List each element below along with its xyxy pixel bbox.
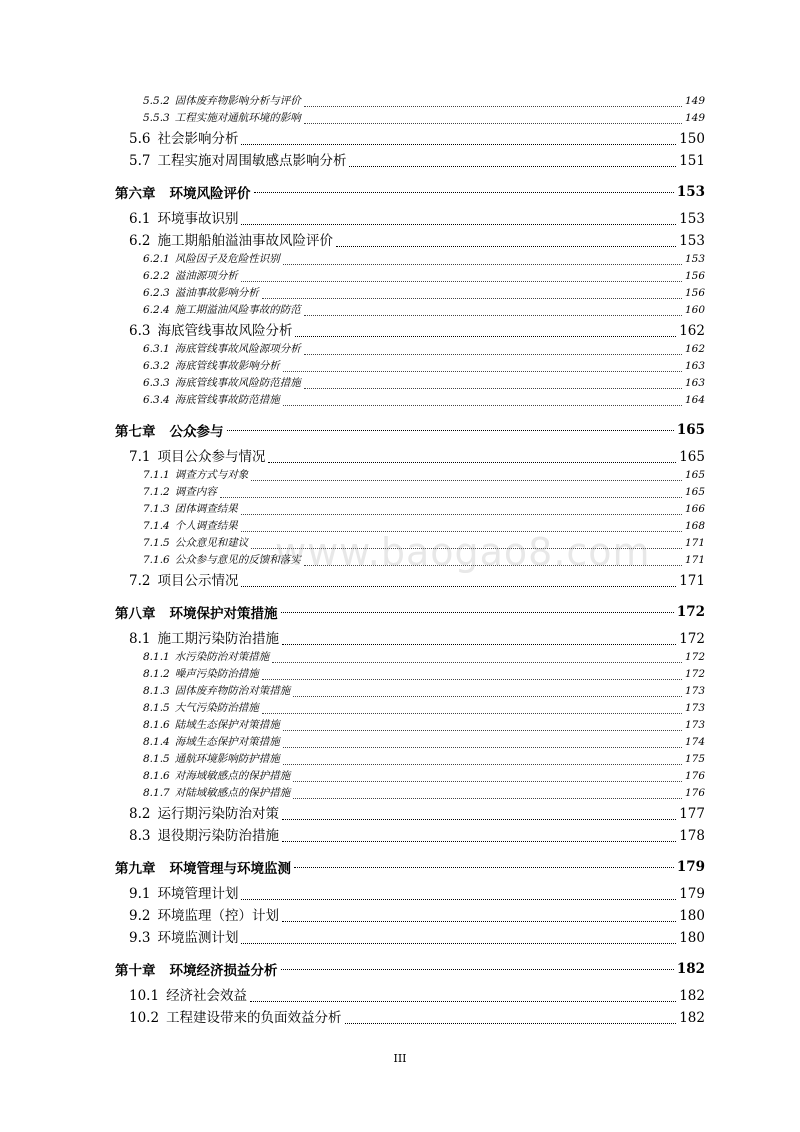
- toc-section-entry[interactable]: [115, 569, 705, 591]
- toc-entry-number: 8.1.4: [143, 736, 170, 748]
- dot-leader: [282, 921, 676, 922]
- toc-entry-page: 178: [679, 828, 705, 844]
- dot-leader: [293, 696, 682, 697]
- toc-entry-title: 项目公示情况: [157, 573, 239, 589]
- dot-leader: [283, 405, 682, 406]
- toc-section-entry[interactable]: [115, 627, 705, 649]
- toc-entry-number: 6.2.4: [143, 304, 170, 316]
- toc-entry-number: 8.1.7: [143, 787, 170, 799]
- toc-entry-page: 153: [679, 233, 705, 249]
- toc-entry-page: 165: [684, 469, 705, 481]
- toc-subsection-entry[interactable]: [115, 683, 705, 700]
- toc-entry-number: 7.1.6: [143, 554, 170, 566]
- toc-entry-title: 环境监理（控）计划: [157, 908, 279, 924]
- dot-leader: [241, 514, 682, 515]
- toc-entry-title: 固体废弃物防治对策措施: [174, 685, 291, 697]
- toc-entry-page: 163: [684, 360, 705, 372]
- toc-entry-number: 8.3: [129, 828, 151, 844]
- toc-subsection-entry[interactable]: [115, 358, 705, 375]
- toc-subsection-entry[interactable]: [115, 649, 705, 666]
- toc-entry-page: 163: [684, 377, 705, 389]
- toc-subsection-entry[interactable]: [115, 341, 705, 358]
- toc-entry-page: 176: [684, 787, 705, 799]
- toc-subsection-entry[interactable]: [115, 700, 705, 717]
- toc-entry-number: 7.2: [129, 573, 151, 589]
- toc-section-entry[interactable]: [115, 207, 705, 229]
- toc-entry-number: 8.1.6: [143, 719, 170, 731]
- toc-entry-number: 第八章: [115, 606, 156, 622]
- toc-entry-title: 海底管线事故风险分析: [157, 323, 293, 339]
- toc-entry-page: 173: [684, 719, 705, 731]
- toc-entry-number: 7.1.1: [143, 469, 170, 481]
- toc-subsection-entry[interactable]: [115, 751, 705, 768]
- toc-entry-page: 149: [684, 95, 705, 107]
- toc-entry-page: 153: [679, 211, 705, 227]
- toc-chapter-entry[interactable]: [115, 415, 705, 445]
- toc-entry-number: 6.3.3: [143, 377, 170, 389]
- dot-leader: [282, 644, 676, 645]
- toc-entry-title: 工程建设带来的负面效益分析: [166, 1010, 342, 1026]
- toc-entry-number: 6.3: [129, 323, 151, 339]
- toc-entry-number: 7.1.5: [143, 537, 170, 549]
- toc-entry-page: 165: [676, 422, 705, 438]
- toc-entry-number: 9.1: [129, 886, 151, 902]
- toc-entry-title: 环境风险评价: [169, 186, 251, 202]
- dot-leader: [304, 388, 682, 389]
- toc-entry-number: 8.1.1: [143, 651, 170, 663]
- dot-leader: [304, 123, 682, 124]
- dot-leader: [262, 298, 682, 299]
- toc-subsection-entry[interactable]: [115, 535, 705, 552]
- toc-entry-title: 社会影响分析: [157, 131, 239, 147]
- toc-entry-number: 6.2.3: [143, 287, 170, 299]
- toc-entry-title: 公众参与: [169, 424, 224, 440]
- toc-entry-title: 调查内容: [174, 486, 217, 498]
- toc-entry-page: 182: [679, 1010, 705, 1026]
- toc-entry-number: 6.3.4: [143, 394, 170, 406]
- toc-section-entry[interactable]: [115, 445, 705, 467]
- toc-entry-page: 172: [684, 651, 705, 663]
- toc-section-entry[interactable]: [115, 319, 705, 341]
- toc-entry-number: 8.1.6: [143, 770, 170, 782]
- toc-entry-number: 8.2: [129, 806, 151, 822]
- toc-subsection-entry[interactable]: [115, 734, 705, 751]
- toc-entry-number: 7.1.4: [143, 520, 170, 532]
- toc-entry-page: 166: [684, 503, 705, 515]
- toc-subsection-entry[interactable]: [115, 392, 705, 409]
- toc-entry-page: 165: [684, 486, 705, 498]
- toc-entry-page: 182: [676, 961, 705, 977]
- toc-subsection-entry[interactable]: [115, 785, 705, 802]
- toc-entry-number: 7.1.2: [143, 486, 170, 498]
- toc-entry-page: 153: [676, 184, 705, 200]
- toc-entry-title: 溢油事故影响分析: [174, 287, 259, 299]
- toc-entry-title: 环境经济损益分析: [169, 963, 278, 979]
- toc-entry-title: 对海域敏感点的保护措施: [174, 770, 291, 782]
- toc-entry-number: 6.2.1: [143, 253, 170, 265]
- toc-entry-title: 对陆域敏感点的保护措施: [174, 787, 291, 799]
- toc-entry-page: 171: [679, 573, 705, 589]
- toc-section-entry[interactable]: [115, 824, 705, 846]
- page-number: III: [393, 1052, 407, 1065]
- toc-entry-page: 179: [676, 859, 705, 875]
- toc-entry-page: 172: [684, 668, 705, 680]
- toc-entry-page: 172: [679, 631, 705, 647]
- toc-chapter-entry[interactable]: [115, 177, 705, 207]
- toc-section-entry[interactable]: [115, 984, 705, 1006]
- toc-entry-page: 160: [684, 304, 705, 316]
- toc-entry-page: 182: [679, 988, 705, 1004]
- toc-section-entry[interactable]: [115, 149, 705, 171]
- toc-entry-title: 海域生态保护对策措施: [174, 736, 280, 748]
- toc-subsection-entry[interactable]: [115, 302, 705, 319]
- toc-entry-title: 团体调查结果: [174, 503, 238, 515]
- toc-entry-page: 179: [679, 886, 705, 902]
- toc-entry-title: 经济社会效益: [166, 988, 248, 1004]
- dot-leader: [241, 943, 676, 944]
- toc-section-entry[interactable]: [115, 882, 705, 904]
- toc-entry-title: 个人调查结果: [174, 520, 238, 532]
- toc-entry-number: 6.3.1: [143, 343, 170, 355]
- toc-entry-number: 8.1.2: [143, 668, 170, 680]
- toc-entry-title: 环境事故识别: [157, 211, 239, 227]
- dot-leader: [283, 264, 682, 265]
- toc-subsection-entry[interactable]: [115, 467, 705, 484]
- toc-entry-title: 环境管理计划: [157, 886, 239, 902]
- toc-entry-number: 第六章: [115, 186, 156, 202]
- toc-subsection-entry[interactable]: [115, 375, 705, 392]
- toc-entry-page: 172: [676, 604, 705, 620]
- toc-entry-page: 165: [679, 449, 705, 465]
- toc-entry-number: 9.2: [129, 908, 151, 924]
- toc-subsection-entry[interactable]: [115, 666, 705, 683]
- toc-entry-number: 5.5.3: [143, 112, 170, 124]
- dot-leader: [349, 166, 676, 167]
- toc-entry-page: 175: [684, 753, 705, 765]
- toc-entry-page: 156: [684, 270, 705, 282]
- toc-entry-number: 6.2.2: [143, 270, 170, 282]
- toc-entry-page: 162: [679, 323, 705, 339]
- toc-subsection-entry[interactable]: [115, 93, 705, 110]
- toc-subsection-entry[interactable]: [115, 501, 705, 518]
- dot-leader: [282, 819, 676, 820]
- toc-subsection-entry[interactable]: [115, 268, 705, 285]
- toc-entry-number: 7.1.3: [143, 503, 170, 515]
- dot-leader: [241, 899, 676, 900]
- dot-leader: [251, 548, 682, 549]
- toc-entry-title: 工程实施对通航环境的影响: [174, 112, 301, 124]
- toc-entry-number: 6.1: [129, 211, 151, 227]
- toc-entry-number: 8.1.5: [143, 753, 170, 765]
- toc-entry-title: 环境保护对策措施: [169, 606, 278, 622]
- toc-entry-page: 173: [684, 685, 705, 697]
- dot-leader: [281, 612, 674, 613]
- toc-entry-page: 151: [679, 153, 705, 169]
- toc-entry-number: 8.1: [129, 631, 151, 647]
- toc-subsection-entry[interactable]: [115, 285, 705, 302]
- toc-subsection-entry[interactable]: [115, 251, 705, 268]
- dot-leader: [345, 1023, 677, 1024]
- toc-entry-number: 7.1: [129, 449, 151, 465]
- toc-entry-page: 176: [684, 770, 705, 782]
- dot-leader: [282, 841, 676, 842]
- toc-section-entry[interactable]: [115, 904, 705, 926]
- toc-entry-page: 180: [679, 930, 705, 946]
- toc-section-entry[interactable]: [115, 229, 705, 251]
- toc-entry-page: 177: [679, 806, 705, 822]
- toc-entry-number: 6.2: [129, 233, 151, 249]
- dot-leader: [220, 497, 682, 498]
- toc-entry-page: 168: [684, 520, 705, 532]
- toc-subsection-entry[interactable]: [115, 518, 705, 535]
- dot-leader: [304, 565, 682, 566]
- dot-leader: [294, 867, 674, 868]
- toc-entry-title: 风险因子及危险性识别: [174, 253, 280, 265]
- dot-leader: [268, 462, 676, 463]
- toc-entry-title: 溢油源项分析: [174, 270, 238, 282]
- dot-leader: [295, 336, 676, 337]
- toc-entry-number: 10.2: [129, 1010, 160, 1026]
- dot-leader: [241, 281, 682, 282]
- toc-entry-page: 162: [684, 343, 705, 355]
- dot-leader: [283, 371, 682, 372]
- toc-entry-title: 施工期溢油风险事故的防范: [174, 304, 301, 316]
- toc-entry-number: 8.1.3: [143, 685, 170, 697]
- toc-entry-number: 9.3: [129, 930, 151, 946]
- toc-subsection-entry[interactable]: [115, 768, 705, 785]
- toc-entry-title: 海底管线事故风险防范措施: [174, 377, 301, 389]
- toc-entry-number: 5.6: [129, 131, 151, 147]
- toc-chapter-entry[interactable]: [115, 852, 705, 882]
- dot-leader: [254, 192, 674, 193]
- toc-entry-number: 10.1: [129, 988, 160, 1004]
- toc-entry-title: 运行期污染防治对策: [157, 806, 279, 822]
- toc-subsection-entry[interactable]: [115, 717, 705, 734]
- dot-leader: [250, 1001, 676, 1002]
- dot-leader: [283, 764, 682, 765]
- toc-entry-number: 8.1.5: [143, 702, 170, 714]
- toc-entry-title: 固体废弃物影响分析与评价: [174, 95, 301, 107]
- dot-leader: [283, 730, 682, 731]
- dot-leader: [251, 480, 682, 481]
- toc-entry-title: 海底管线事故防范措施: [174, 394, 280, 406]
- toc-entry-page: 174: [684, 736, 705, 748]
- toc-entry-number: 第七章: [115, 424, 156, 440]
- dot-leader: [304, 106, 682, 107]
- toc-entry-title: 项目公众参与情况: [157, 449, 266, 465]
- dot-leader: [241, 144, 676, 145]
- toc-entry-title: 工程实施对周围敏感点影响分析: [157, 153, 347, 169]
- toc-entry-page: 180: [679, 908, 705, 924]
- toc-entry-number: 第十章: [115, 963, 156, 979]
- toc-entry-title: 环境管理与环境监测: [169, 861, 291, 877]
- toc-entry-title: 施工期污染防治措施: [157, 631, 279, 647]
- toc-entry-title: 噪声污染防治措施: [174, 668, 259, 680]
- toc-entry-number: 5.5.2: [143, 95, 170, 107]
- toc-entry-title: 大气污染防治措施: [174, 702, 259, 714]
- toc-entry-page: 150: [679, 131, 705, 147]
- toc-entry-title: 陆域生态保护对策措施: [174, 719, 280, 731]
- dot-leader: [241, 586, 676, 587]
- dot-leader: [272, 662, 682, 663]
- toc-subsection-entry[interactable]: [115, 484, 705, 501]
- toc-entry-title: 水污染防治对策措施: [174, 651, 270, 663]
- toc-entry-title: 公众意见和建议: [174, 537, 249, 549]
- dot-leader: [293, 781, 682, 782]
- toc-entry-title: 环境监测计划: [157, 930, 239, 946]
- toc-chapter-entry[interactable]: [115, 954, 705, 984]
- toc-entry-page: 171: [684, 554, 705, 566]
- toc-entry-number: 6.3.2: [143, 360, 170, 372]
- dot-leader: [241, 531, 682, 532]
- dot-leader: [262, 679, 682, 680]
- toc-entry-number: 第九章: [115, 861, 156, 877]
- dot-leader: [336, 246, 676, 247]
- toc-entry-page: 171: [684, 537, 705, 549]
- toc-entry-page: 153: [684, 253, 705, 265]
- toc-entry-title: 海底管线事故风险源项分析: [174, 343, 301, 355]
- toc-section-entry[interactable]: [115, 1006, 705, 1028]
- dot-leader: [304, 315, 682, 316]
- dot-leader: [262, 713, 682, 714]
- toc-entry-title: 公众参与意见的反馈和落实: [174, 554, 301, 566]
- dot-leader: [241, 224, 676, 225]
- toc-section-entry[interactable]: [115, 802, 705, 824]
- dot-leader: [283, 747, 682, 748]
- toc-entry-page: 164: [684, 394, 705, 406]
- dot-leader: [227, 430, 674, 431]
- toc-entry-page: 173: [684, 702, 705, 714]
- toc-subsection-entry[interactable]: [115, 552, 705, 569]
- watermark: www.baogao8.com: [275, 530, 651, 574]
- toc-entry-title: 施工期船舶溢油事故风险评价: [157, 233, 333, 249]
- dot-leader: [281, 969, 674, 970]
- toc-subsection-entry[interactable]: [115, 110, 705, 127]
- toc-entry-title: 通航环境影响防护措施: [174, 753, 280, 765]
- toc-entry-title: 调查方式与对象: [174, 469, 249, 481]
- toc-entry-page: 149: [684, 112, 705, 124]
- dot-leader: [293, 798, 682, 799]
- toc-entry-title: 海底管线事故影响分析: [174, 360, 280, 372]
- toc-section-entry[interactable]: [115, 127, 705, 149]
- table-of-contents: [115, 93, 705, 1028]
- toc-entry-title: 退役期污染防治措施: [157, 828, 279, 844]
- toc-chapter-entry[interactable]: [115, 597, 705, 627]
- toc-entry-number: 5.7: [129, 153, 151, 169]
- dot-leader: [304, 354, 682, 355]
- toc-section-entry[interactable]: [115, 926, 705, 948]
- toc-entry-page: 156: [684, 287, 705, 299]
